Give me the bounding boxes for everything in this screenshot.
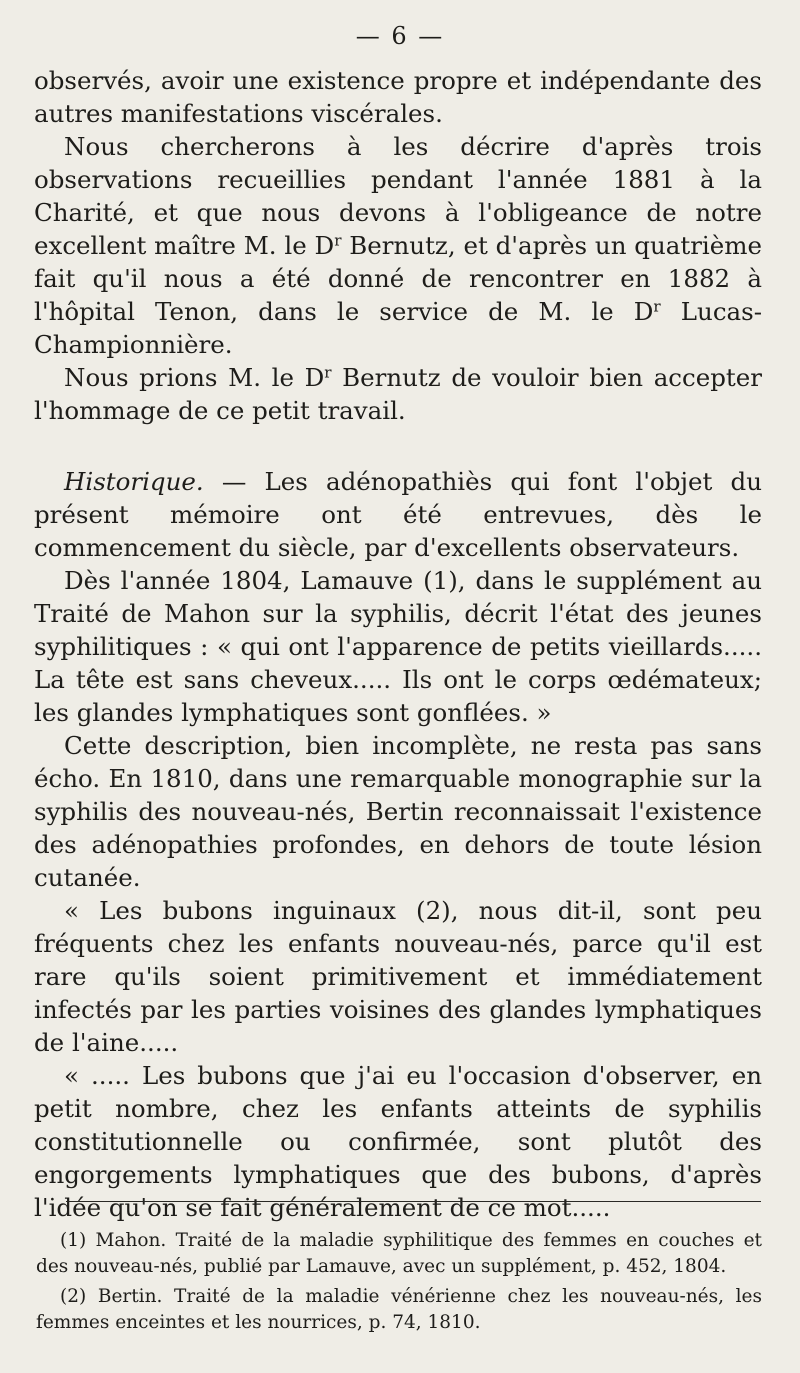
footnotes [36, 1228, 762, 1340]
paragraph-text: Lucas-Championnière. [34, 297, 762, 359]
paragraph-historique [34, 465, 762, 564]
paragraph-text: Bernutz, et d'après un quatrième fait qu'il nous a été donné de rencontrer en 1882 à l'hôpital Tenon, dans le service de M. le D [34, 231, 762, 326]
body-text [34, 64, 762, 1224]
section-heading: Historique. [64, 467, 204, 496]
paragraph-bertin: Cette description, bien incomplète, ne resta pas sans écho. En 1810, dans une remarquable monographie sur la syphilis des nouveau-nés, Bertin reconnaissait l'existence des adénopathies profondes, en dehors de toute lésion cutanée. [34, 731, 762, 892]
footnote-divider [66, 1201, 761, 1202]
page-number: — 6 — [355, 22, 445, 50]
paragraph-continuation: observés, avoir une existence propre et indépendante des autres manifestations viscérales. [34, 66, 762, 128]
superscript: r [334, 231, 342, 250]
paragraph-text: Nous prions M. le D [64, 363, 325, 392]
paragraph-quote-engorgements: « ..... Les bubons que j'ai eu l'occasion d'observer, en petit nombre, chez les enfants atteints de syphilis constitutionnelle ou confirmée, sont plutôt des engorgements lymphatiques que des bubons, d'après l'idée qu'on se fait généralement de ce mot..... [34, 1061, 762, 1222]
paragraph-observations [34, 130, 762, 361]
paragraph-quote-bubons: « Les bubons inguinaux (2), nous dit-il, sont peu fréquents chez les enfants nouveau-nés, parce qu'il est rare qu'ils soient primitivement et immédiatement infectés par les parties voisines des glandes lymphatiques de l'aine..... [34, 896, 762, 1057]
paragraph-text: Nous chercherons à les décrire d'après trois observations recueillies pendant l'année 1881 à la Charité, et que nous devons à l'obligeance de notre excellent maître M. le D [34, 132, 762, 260]
paragraph-dedication [34, 361, 762, 427]
footnote: (2) Bertin. Traité de la maladie vénérienne chez les nouveau-nés, les femmes enceintes et les nourrices, p. 74, 1810. [36, 1286, 762, 1333]
superscript: r [324, 363, 332, 382]
superscript: r [653, 297, 661, 316]
paragraph-text: — Les adénopathiès qui font l'objet du présent mémoire ont été entrevues, dès le commencement du siècle, par d'excellents observateurs. [34, 467, 762, 562]
footnote: (1) Mahon. Traité de la maladie syphilitique des femmes en couches et des nouveau-nés, publié par Lamauve, avec un supplément, p. 452, 1804. [36, 1230, 762, 1277]
paragraph-lamauve: Dès l'année 1804, Lamauve (1), dans le supplément au Traité de Mahon sur la syphilis, décrit l'état des jeunes syphilitiques : « qui ont l'apparence de petits vieillards..... La tête est sans cheveux..... Ils ont le corps œdémateux; les glandes lymphatiques sont gonflées. » [34, 566, 762, 727]
paragraph-text: Bernutz de vouloir bien accepter l'hommage de ce petit travail. [34, 363, 762, 425]
